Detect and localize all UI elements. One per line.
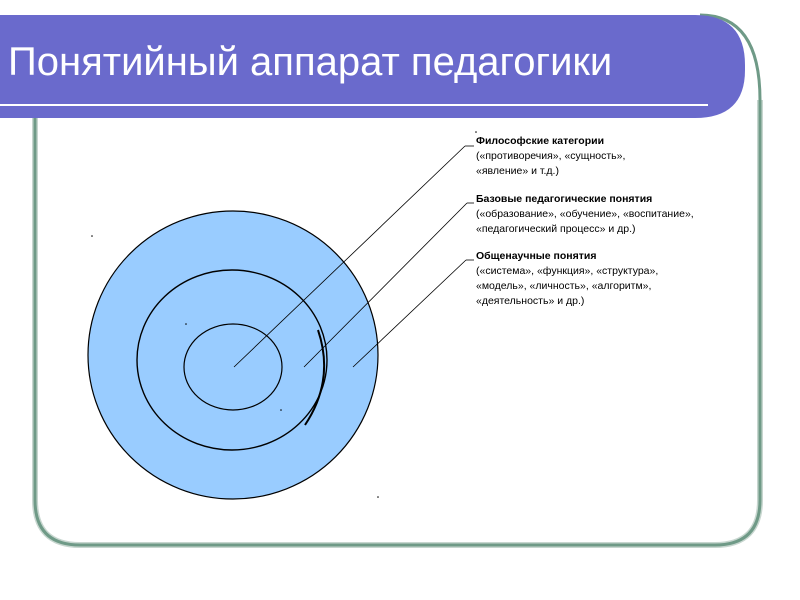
stray-dot [91, 235, 93, 237]
label-line: («образование», «обучение», «воспитание», [476, 208, 694, 220]
stray-dot [185, 323, 187, 325]
label-heading: Базовые педагогические понятия [476, 193, 653, 205]
stray-dot [475, 131, 477, 133]
stray-dot [280, 409, 282, 411]
label-philosophical-categories [476, 134, 625, 179]
label-line: («противоречия», «сущность», [476, 150, 626, 162]
stray-dot [377, 496, 379, 498]
label-line: «модель», «личность», «алгоритм», [476, 280, 652, 292]
label-line: «явление» и т.д.) [476, 165, 559, 177]
label-line: («система», «функция», «структура», [476, 265, 659, 277]
label-heading: Философские категории [476, 135, 605, 147]
label-general-scientific-concepts [476, 249, 658, 309]
inner-circle-philosophical [184, 324, 282, 410]
label-heading: Общенаучные понятия [476, 250, 597, 262]
label-line: «педагогический процесс» и др.) [476, 223, 636, 235]
slide-title: Понятийный аппарат педагогики [8, 40, 613, 84]
label-basic-pedagogical-concepts [476, 192, 694, 237]
label-line: «деятельность» и др.) [476, 295, 585, 307]
